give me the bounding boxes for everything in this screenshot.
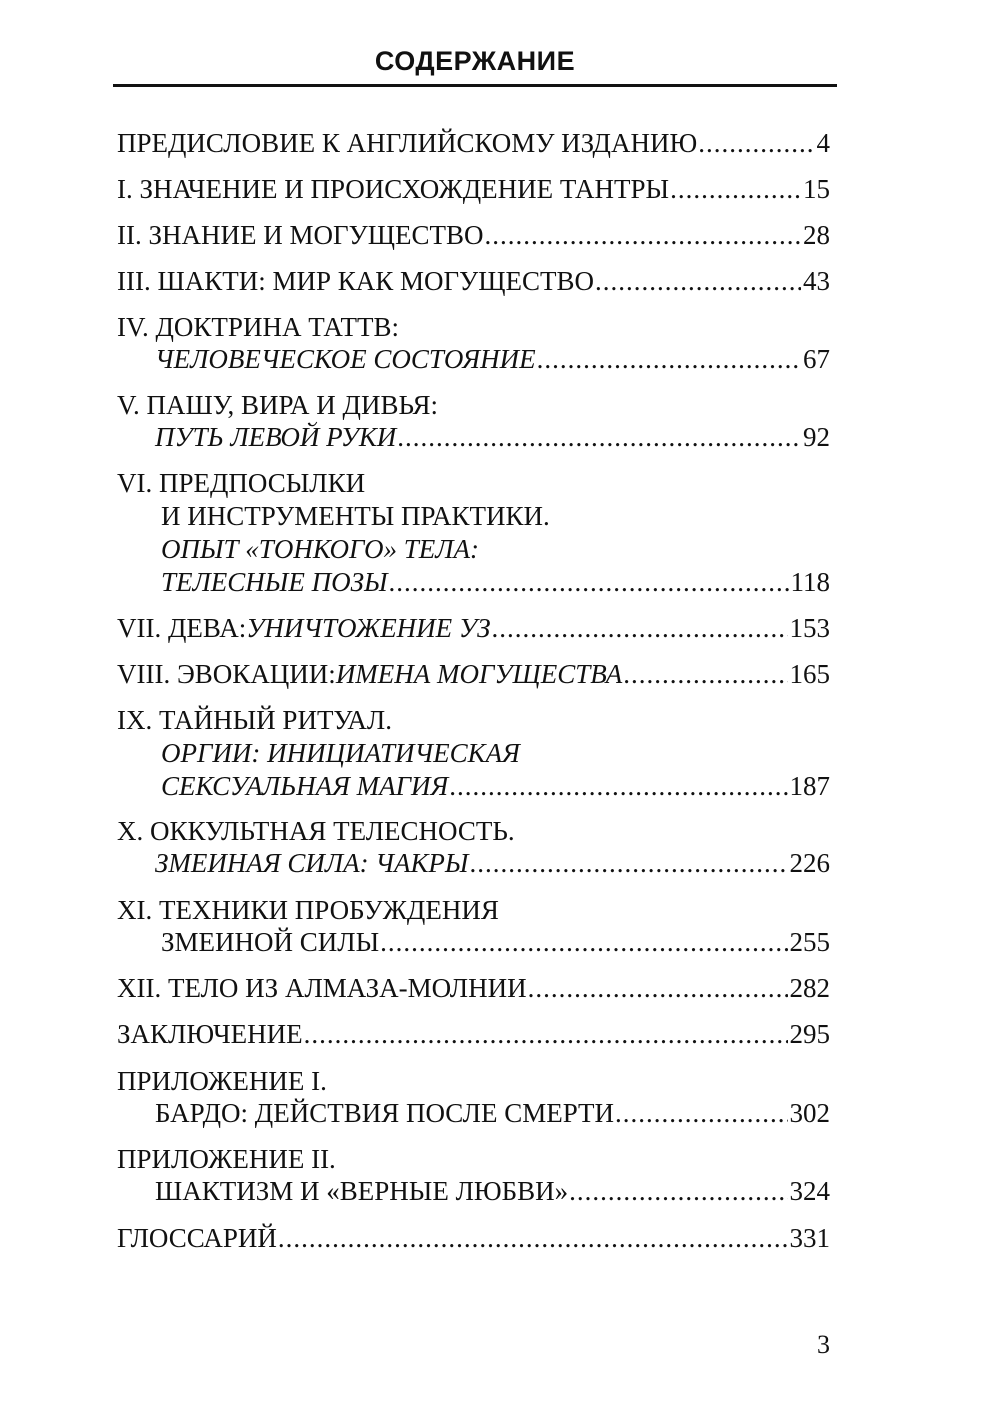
entry-subtitle: ЧЕЛОВЕЧЕСКОЕ СОСТОЯНИЕ <box>155 344 536 374</box>
dot-leader <box>528 971 788 1005</box>
entry-title: ПРИЛОЖЕНИЕ I. <box>117 1066 327 1096</box>
entry-title: III. ШАКТИ: МИР КАК МОГУЩЕСТВО <box>117 266 594 296</box>
entry-title: V. ПАШУ, ВИРА И ДИВЬЯ: <box>117 390 439 420</box>
page-number: 92 <box>803 422 830 452</box>
toc-line <box>117 342 830 376</box>
dot-leader <box>537 342 801 376</box>
toc-line <box>117 611 830 645</box>
entry-title-continued: БАРДО: ДЕЙСТВИЯ ПОСЛЕ СМЕРТИ <box>155 1098 615 1128</box>
page-number: 118 <box>790 567 830 597</box>
toc-line <box>117 420 830 454</box>
page-number: 43 <box>803 266 830 296</box>
dot-leader <box>615 1096 787 1130</box>
page-number: 15 <box>803 174 830 204</box>
toc-line <box>117 310 830 344</box>
dot-leader <box>698 126 814 160</box>
entry-subtitle: ЗМЕИНАЯ СИЛА: ЧАКРЫ <box>155 848 469 878</box>
toc-line <box>117 264 830 298</box>
toc-line <box>117 814 830 848</box>
entry-title: VIII. ЭВОКАЦИИ: <box>117 659 336 689</box>
dot-leader <box>449 769 787 803</box>
entry-title-continued: ШАКТИЗМ И «ВЕРНЫЕ ЛЮБВИ» <box>155 1176 569 1206</box>
toc-line <box>117 1142 830 1176</box>
entry-title: VII. ДЕВА: <box>117 613 247 643</box>
entry-title: XII. ТЕЛО ИЗ АЛМАЗА-МОЛНИИ <box>117 973 527 1003</box>
page-number: 28 <box>803 220 830 250</box>
page-number: 255 <box>789 927 830 957</box>
entry-title: II. ЗНАНИЕ И МОГУЩЕСТВО <box>117 220 484 250</box>
toc-line <box>117 925 830 959</box>
entry-subtitle: ТЕЛЕСНЫЕ ПОЗЫ <box>161 567 388 597</box>
entry-title: XI. ТЕХНИКИ ПРОБУЖДЕНИЯ <box>117 895 499 925</box>
toc-line <box>117 218 830 252</box>
entry-title: ГЛОССАРИЙ <box>117 1223 277 1253</box>
dot-leader <box>595 264 801 298</box>
toc-line <box>117 736 830 770</box>
entry-title: X. ОККУЛЬТНАЯ ТЕЛЕСНОСТЬ. <box>117 816 515 846</box>
dot-leader <box>389 565 789 599</box>
dot-leader <box>469 846 787 880</box>
entry-subtitle: ОРГИИ: ИНИЦИАТИЧЕСКАЯ <box>161 738 520 768</box>
page-number: 187 <box>789 771 830 801</box>
page-number: 331 <box>789 1223 830 1253</box>
entry-subtitle: УНИЧТОЖЕНИЕ УЗ <box>246 613 491 643</box>
page-folio: 3 <box>817 1330 830 1359</box>
entry-title: IV. ДОКТРИНА ТАТТВ: <box>117 312 399 342</box>
entry-subtitle: ИМЕНА МОГУЩЕСТВА <box>335 659 623 689</box>
dot-leader <box>484 218 801 252</box>
dot-leader <box>380 925 787 959</box>
toc-line <box>117 466 830 500</box>
toc-line <box>117 565 830 599</box>
dot-leader <box>304 1017 788 1051</box>
toc-line <box>117 1221 830 1255</box>
page-number: 67 <box>803 344 830 374</box>
entry-subtitle: ОПЫТ «ТОНКОГО» ТЕЛА: <box>161 534 480 564</box>
toc-line <box>117 769 830 803</box>
toc-line <box>117 388 830 422</box>
toc-line <box>117 126 830 160</box>
toc-line <box>117 1096 830 1130</box>
page-number: 282 <box>789 973 830 1003</box>
page-number: 153 <box>789 613 830 643</box>
entry-title: I. ЗНАЧЕНИЕ И ПРОИСХОЖДЕНИЕ ТАНТРЫ <box>117 174 670 204</box>
entry-title: ЗАКЛЮЧЕНИЕ <box>117 1019 303 1049</box>
toc-line <box>117 172 830 206</box>
toc-heading: СОДЕРЖАНИЕ <box>374 46 576 76</box>
page-number: 165 <box>789 659 830 689</box>
entry-title: ПРЕДИСЛОВИЕ К АНГЛИЙСКОМУ ИЗДАНИЮ <box>117 128 698 158</box>
heading-rule <box>113 84 837 87</box>
entry-title: ПРИЛОЖЕНИЕ II. <box>117 1144 336 1174</box>
entry-title: IX. ТАЙНЫЙ РИТУАЛ. <box>117 705 392 735</box>
toc-line <box>117 703 830 737</box>
toc-line <box>117 1174 830 1208</box>
toc-line <box>117 1064 830 1098</box>
toc-line <box>117 971 830 1005</box>
page-number: 226 <box>789 848 830 878</box>
page-number: 4 <box>816 128 830 158</box>
dot-leader <box>278 1221 788 1255</box>
toc-line <box>117 1017 830 1051</box>
dot-leader <box>569 1174 787 1208</box>
toc-line <box>117 893 830 927</box>
toc-line <box>117 657 830 691</box>
entry-title-continued: И ИНСТРУМЕНТЫ ПРАКТИКИ. <box>161 501 550 531</box>
dot-leader <box>397 420 801 454</box>
entry-title-continued: ЗМЕИНОЙ СИЛЫ <box>161 927 380 957</box>
dot-leader <box>623 657 787 691</box>
page-number: 295 <box>789 1019 830 1049</box>
toc-line <box>117 846 830 880</box>
dot-leader <box>491 611 787 645</box>
dot-leader <box>670 172 801 206</box>
toc-line <box>117 499 830 533</box>
entry-subtitle: ПУТЬ ЛЕВОЙ РУКИ <box>155 422 397 452</box>
page-number: 302 <box>789 1098 830 1128</box>
entry-subtitle: СЕКСУАЛЬНАЯ МАГИЯ <box>161 771 449 801</box>
page-number: 324 <box>789 1176 830 1206</box>
entry-title: VI. ПРЕДПОСЫЛКИ <box>117 468 366 498</box>
toc-line <box>117 532 830 566</box>
